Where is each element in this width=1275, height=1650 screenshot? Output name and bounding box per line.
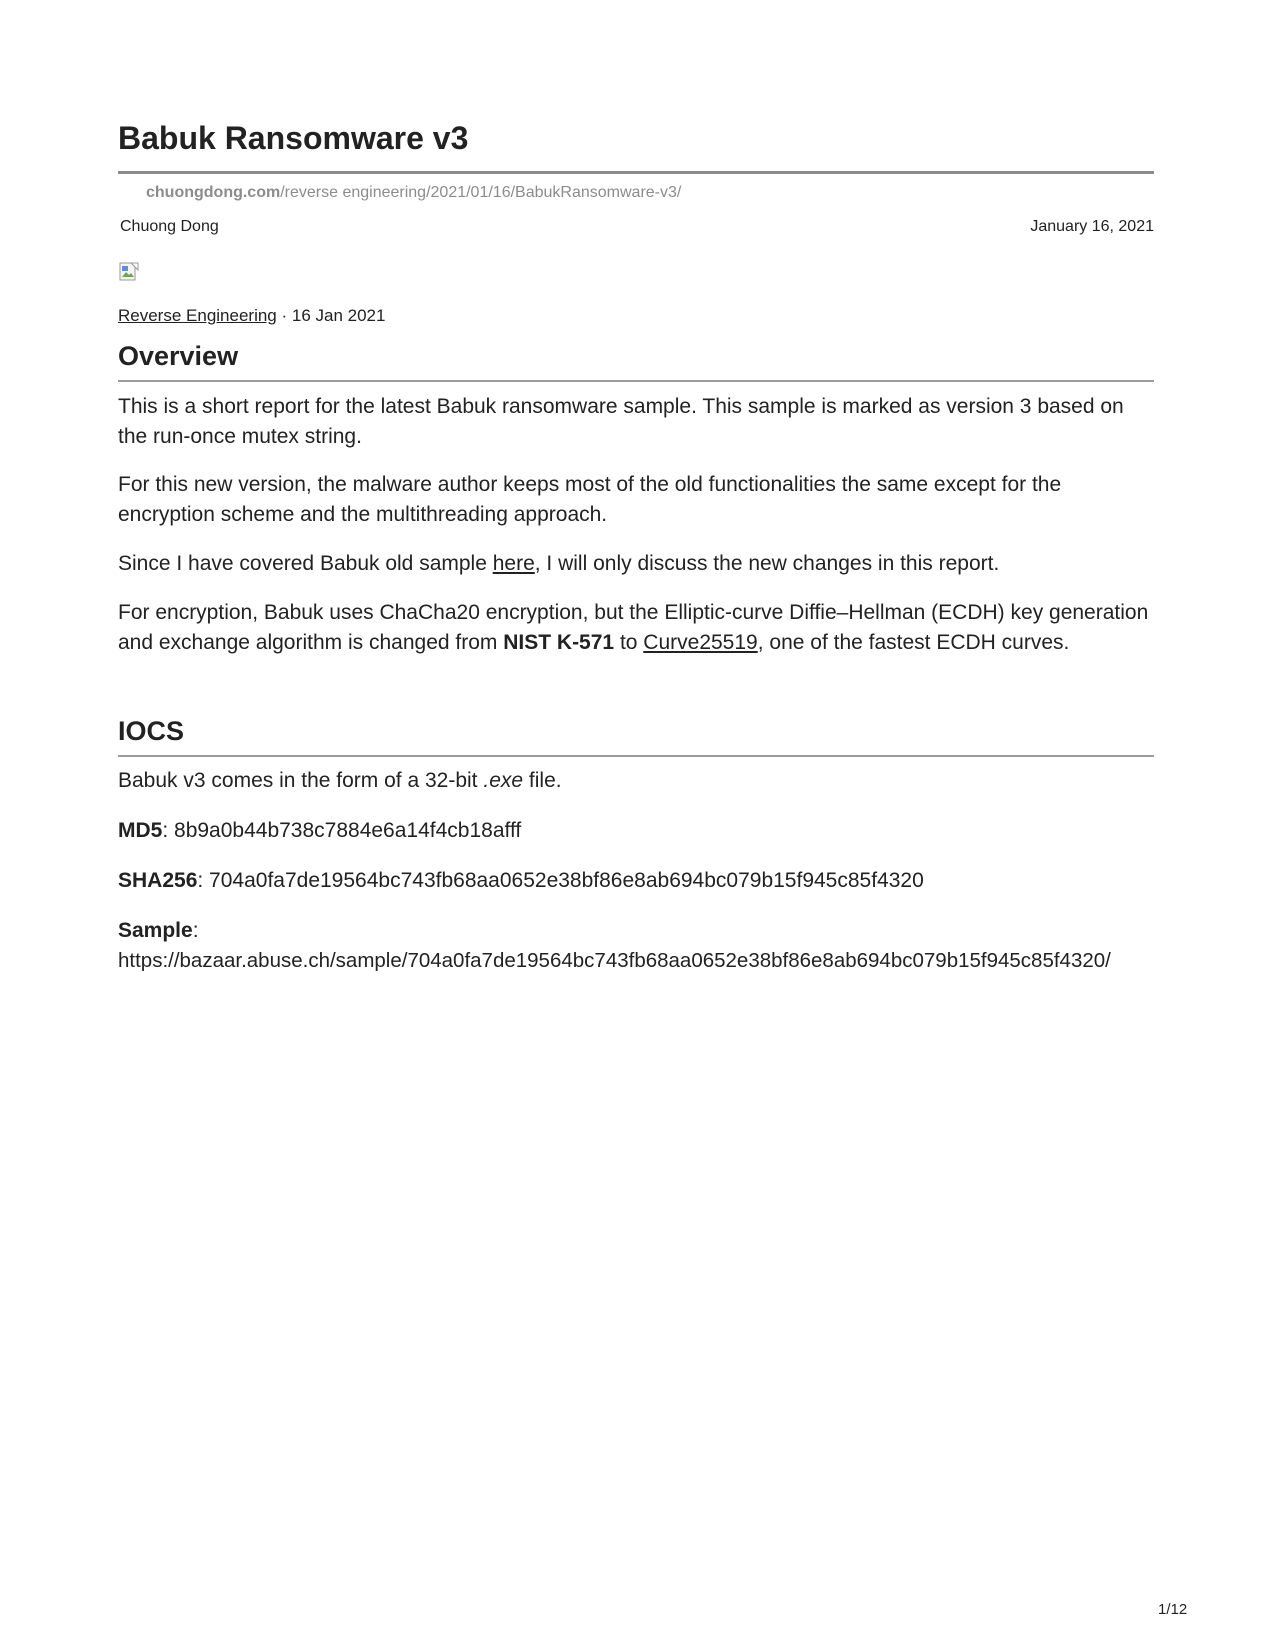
sha256-line <box>118 866 1154 896</box>
paragraph-text: to <box>614 631 644 654</box>
post-date: · 16 Jan 2021 <box>276 306 386 325</box>
paragraph-text: Since I have covered Babuk old sample <box>118 552 493 575</box>
iocs-heading: IOCS <box>118 716 185 746</box>
overview-paragraph-2: For this new version, the malware author keeps most of the old functionalities the same except for the encryption scheme and the multithreading approach. <box>118 473 1062 526</box>
source-domain: chuongdong.com <box>146 184 281 201</box>
sha256-value: : 704a0fa7de19564bc743fb68aa0652e38bf86e8ab694bc079b15f945c85f4320 <box>197 869 924 892</box>
paragraph-text: , one of the fastest ECDH curves. <box>757 631 1070 654</box>
iocs-intro <box>118 766 1154 796</box>
md5-label: MD5 <box>118 819 163 842</box>
title-divider <box>118 171 1154 174</box>
iocs-divider <box>118 755 1154 757</box>
overview-paragraph-3 <box>118 549 1154 579</box>
source-path: /reverse engineering/2021/01/16/BabukRansomware-v3/ <box>280 184 682 201</box>
md5-value: : 8b9a0b44b738c7884e6a14f4cb18afff <box>162 819 522 842</box>
curve25519-link[interactable]: Curve25519 <box>643 631 758 654</box>
sample-colon: : <box>192 919 199 942</box>
publish-date: January 16, 2021 <box>1030 218 1154 235</box>
sample-line <box>118 916 1154 976</box>
overview-paragraph-1: This is a short report for the latest Babuk ransomware sample. This sample is marked as version 3 based on the run-once mutex string. <box>118 395 1124 448</box>
sample-label: Sample <box>118 919 193 942</box>
overview-heading: Overview <box>118 341 239 371</box>
here-link[interactable]: here <box>492 552 535 575</box>
overview-paragraph-4 <box>118 598 1154 658</box>
nist-k571-text: NIST K-571 <box>503 631 615 654</box>
article-title: Babuk Ransomware v3 <box>118 120 469 156</box>
paragraph-text: Babuk v3 comes in the form of a 32-bit <box>118 769 484 792</box>
paragraph-text: For encryption, Babuk uses ChaCha20 encryption, but the Elliptic-curve Diffie–Hellman (ECDH) key generation and exchange algorithm is changed from <box>118 601 1149 654</box>
md5-line <box>118 816 1154 846</box>
sha256-label: SHA256 <box>118 869 198 892</box>
paragraph-text: file. <box>523 769 562 792</box>
broken-image-icon <box>119 262 139 282</box>
page-number: 1/12 <box>1158 1601 1188 1618</box>
sample-url: https://bazaar.abuse.ch/sample/704a0fa7de19564bc743fb68aa0652e38bf86e8ab694bc079b15f945c85f4320/ <box>118 949 1111 972</box>
exe-extension: .exe <box>483 769 524 792</box>
post-meta <box>118 306 385 326</box>
paragraph-text: , I will only discuss the new changes in this report. <box>534 552 1000 575</box>
author-name: Chuong Dong <box>120 218 219 235</box>
source-url[interactable] <box>146 184 681 202</box>
category-link[interactable]: Reverse Engineering <box>118 306 277 325</box>
overview-divider <box>118 380 1154 382</box>
